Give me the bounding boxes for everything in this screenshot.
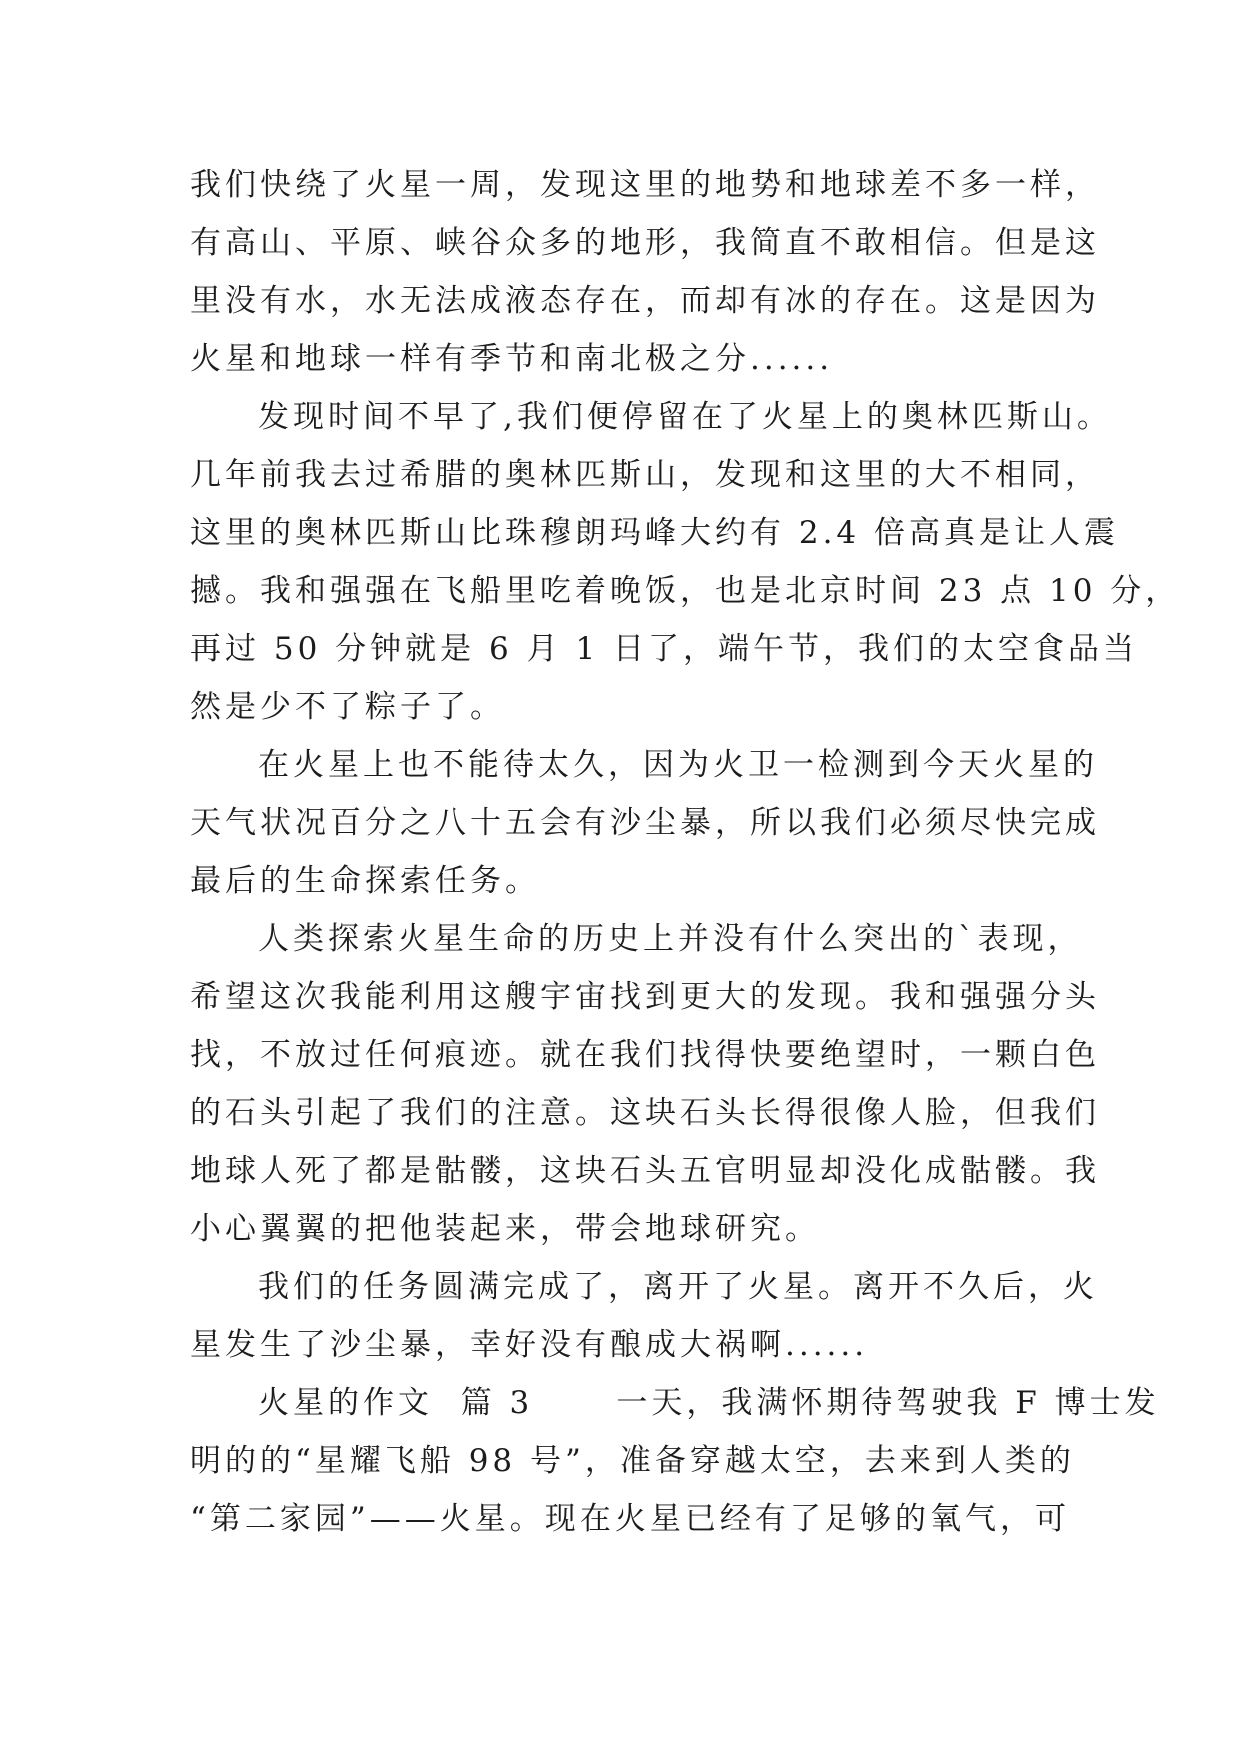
text-line: 地球人死了都是骷髅，这块石头五官明显却没化成骷髅。我 — [190, 1153, 1100, 1189]
text-line: 火星的作文 篇 3 一天，我满怀期待驾驶我 F 博士发 — [258, 1385, 1160, 1421]
text-line: 人类探索火星生命的历史上并没有什么突出的`表现， — [258, 921, 1083, 957]
text-line: 然是少不了粽子了。 — [190, 689, 505, 725]
text-line: 找，不放过任何痕迹。就在我们找得快要绝望时，一颗白色 — [190, 1037, 1100, 1073]
text-line: 最后的生命探索任务。 — [190, 863, 540, 899]
text-line: 希望这次我能利用这艘宇宙找到更大的发现。我和强强分头 — [190, 979, 1100, 1015]
text-line: 再过 50 分钟就是 6 月 1 日了，端午节，我们的太空食品当 — [190, 631, 1139, 667]
text-line: 天气状况百分之八十五会有沙尘暴，所以我们必须尽快完成 — [190, 805, 1100, 841]
text-line: 在火星上也不能待太久，因为火卫一检测到今天火星的 — [258, 747, 1098, 783]
text-line: 几年前我去过希腊的奥林匹斯山，发现和这里的大不相同， — [190, 457, 1100, 493]
text-line: 星发生了沙尘暴，幸好没有酿成大祸啊...... — [190, 1327, 869, 1363]
text-line: 我们的任务圆满完成了，离开了火星。离开不久后，火 — [258, 1269, 1098, 1305]
text-line: 这里的奥林匹斯山比珠穆朗玛峰大约有 2.4 倍高真是让人震 — [190, 515, 1120, 551]
text-line: 火星和地球一样有季节和南北极之分...... — [190, 341, 834, 377]
essay-body — [190, 156, 1181, 1548]
text-line: 小心翼翼的把他装起来，带会地球研究。 — [190, 1211, 820, 1247]
text-line: 有高山、平原、峡谷众多的地形，我简直不敢相信。但是这 — [190, 225, 1100, 261]
text-line: 撼。我和强强在飞船里吃着晚饭，也是北京时间 23 点 10 分， — [190, 573, 1181, 609]
text-line: 的石头引起了我们的注意。这块石头长得很像人脸，但我们 — [190, 1095, 1100, 1131]
text-line: 里没有水，水无法成液态存在，而却有冰的存在。这是因为 — [190, 283, 1100, 319]
text-line: 我们快绕了火星一周，发现这里的地势和地球差不多一样， — [190, 167, 1100, 203]
text-line: 明的的“星耀飞船 98 号”，准备穿越太空，去来到人类的 — [190, 1443, 1075, 1479]
text-line: “第二家园”——火星。现在火星已经有了足够的氧气，可 — [190, 1501, 1070, 1537]
text-line: 发现时间不早了,我们便停留在了火星上的奥林匹斯山。 — [258, 399, 1112, 435]
